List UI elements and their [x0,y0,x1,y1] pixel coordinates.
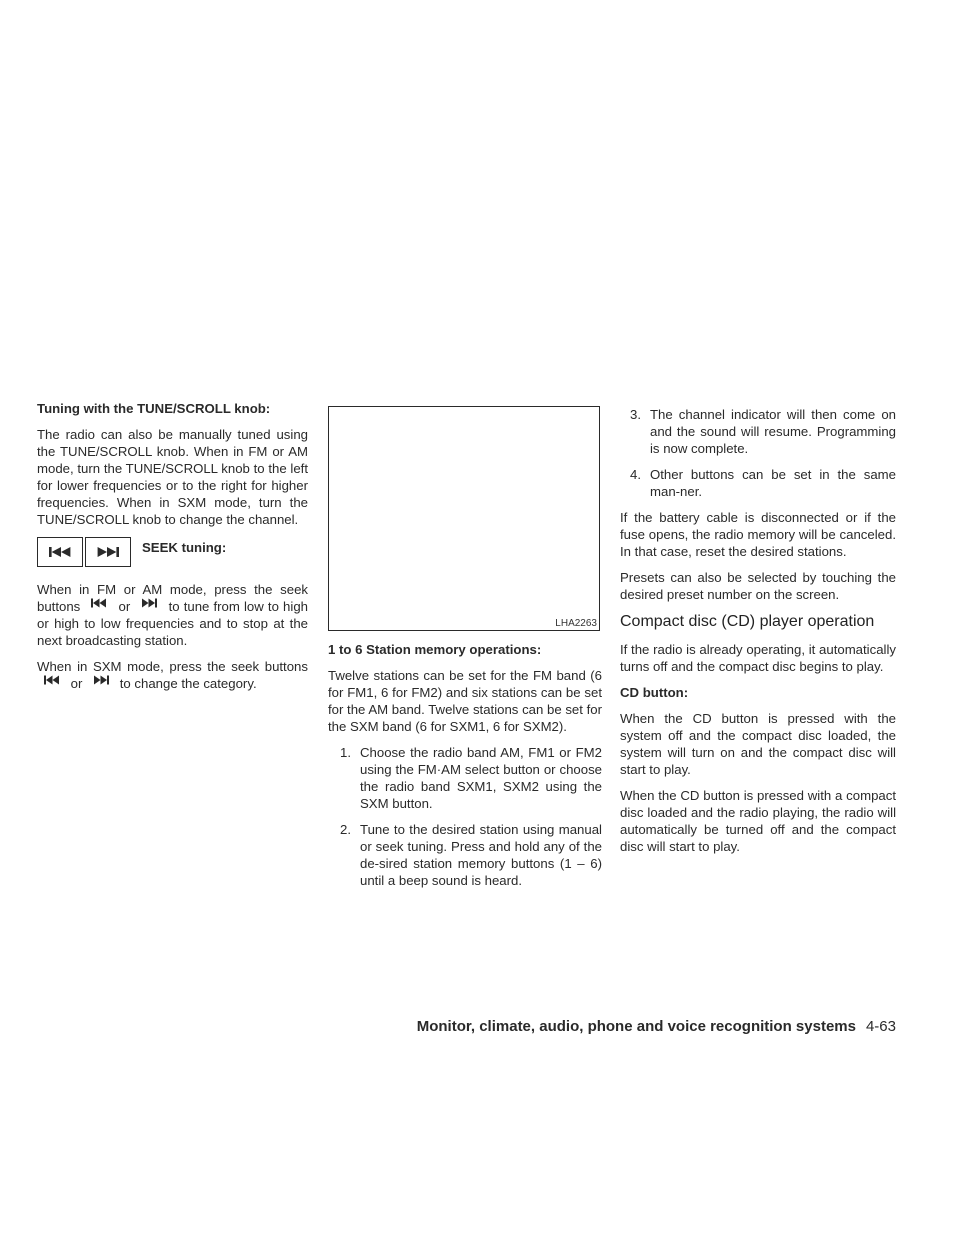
station-memory-steps [328,744,602,889]
step-number: 4. [630,467,641,482]
list-item [620,406,896,457]
seek-fm-am-paragraph [37,581,308,649]
step-text: The channel indicator will then come on and the sound will resume. Programming is now complete. [650,407,896,456]
seek-fm-am-or: or [118,599,131,614]
skip-forward-icon [140,598,158,608]
step-text: Choose the radio band AM, FM1 or FM2 using the FM·AM select button or choose the radio band SXM1, SXM2 using the SXM button. [360,745,602,811]
footer-section-title: Monitor, climate, audio, phone and voice recognition systems [416,1018,856,1035]
list-item [620,466,896,500]
station-memory-steps-continued [620,406,896,500]
cd-button-paragraph-2: When the CD button is pressed with a compact disc loaded and the radio playing, the radio will automatically be turned off and the compact disc will start to play. [620,788,896,854]
list-item [328,744,602,812]
figure-placeholder [328,406,600,631]
seek-fm-am-text-a: When in FM or AM mode, press the seek buttons [37,582,308,614]
cd-button-heading: CD button: [620,685,689,700]
step-number: 1. [340,745,351,760]
seek-tuning-row [37,537,308,571]
step-text: Other buttons can be set in the same man-ner. [650,467,896,499]
seek-sxm-text-b: to change the category. [119,676,257,691]
step-number: 3. [630,407,641,422]
step-text: Tune to the desired station using manual or seek tuning. Press and hold any of the de-sired station memory buttons (1 – 6) until a beep sound is heard. [360,822,602,888]
presets-paragraph: Presets can also be selected by touching the desired preset number on the screen. [620,570,896,602]
skip-forward-icon [92,675,110,685]
skip-back-icon [90,598,108,608]
seek-fm-am-text-b: to tune from low to high or high to low frequencies and to stop at the next broadcasting station. [37,599,308,648]
seek-sxm-paragraph [37,658,308,692]
station-memory-heading: 1 to 6 Station memory operations: [328,642,542,657]
seek-sxm-text-a: When in SXM mode, press the seek buttons [37,659,308,674]
column-middle [328,406,602,898]
page-footer [417,1018,896,1035]
tune-scroll-heading: Tuning with the TUNE/SCROLL knob: [37,401,271,416]
list-item [328,821,602,889]
station-memory-paragraph: Twelve stations can be set for the FM band (6 for FM1, 6 for FM2) and six stations can be set for the AM band. Twelve stations can be set for the SXM band (6 for SXM1, 6 for SXM2). [328,668,602,734]
column-right [620,406,896,864]
battery-paragraph: If the battery cable is disconnected or if the fuse opens, the radio memory will be canceled. In that case, reset the desired stations. [620,510,896,559]
cd-section-title: Compact disc (CD) player operation [620,613,875,630]
tune-scroll-paragraph: The radio can also be manually tuned using the TUNE/SCROLL knob. When in FM or AM mode, turn the TUNE/SCROLL knob to the left for lower frequencies or to the right for higher frequencies. When in SXM mode, turn the TUNE/SCROLL knob to change the channel. [37,427,308,527]
seek-sxm-or: or [70,676,83,691]
seek-back-button-illustration [37,537,83,567]
skip-back-icon [47,546,73,558]
page-number: 4-63 [865,1018,896,1035]
skip-forward-icon [95,546,121,558]
seek-tuning-label: SEEK tuning: [142,540,227,555]
cd-button-paragraph-1: When the CD button is pressed with the system off and the compact disc loaded, the system will turn on and the compact disc will start to play. [620,711,896,777]
skip-back-icon [43,675,61,685]
figure-code: LHA2263 [555,618,597,629]
step-number: 2. [340,822,351,837]
column-left [37,400,308,701]
cd-intro-paragraph: If the radio is already operating, it automatically turns off and the compact disc begins to play. [620,642,896,674]
seek-forward-button-illustration [85,537,131,567]
